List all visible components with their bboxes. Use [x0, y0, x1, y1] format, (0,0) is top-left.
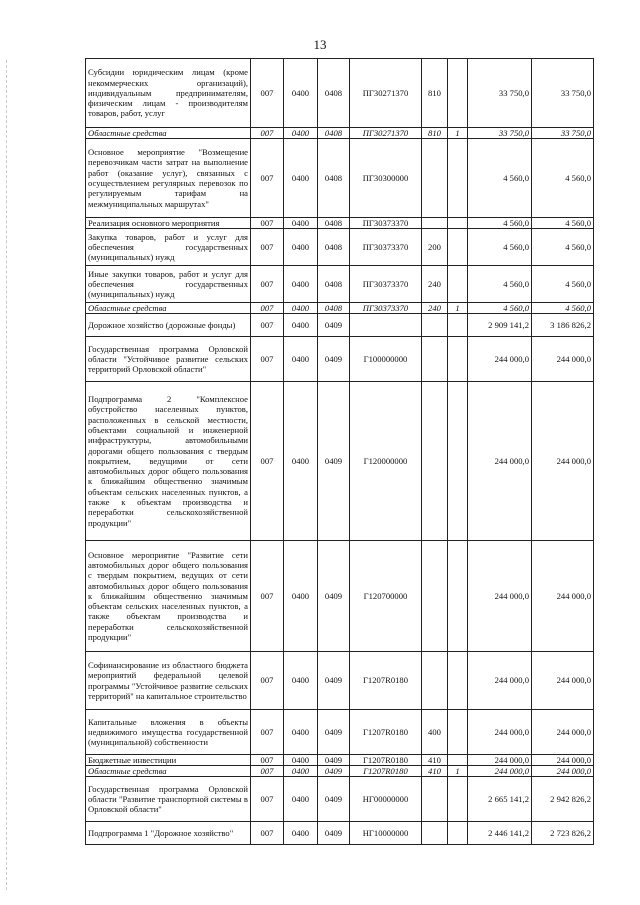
cell-target-article: Г120000000	[350, 382, 422, 541]
table-row	[86, 266, 594, 303]
cell-amount-year-2: 33 750,0	[532, 128, 594, 139]
cell-item-name: Реализация основного мероприятия	[86, 218, 251, 229]
cell-subsection-code: 0408	[318, 59, 350, 128]
cell-section-code: 0400	[284, 59, 318, 128]
cell-subsection-code: 0409	[318, 314, 350, 337]
cell-target-article: НГ00000000	[350, 777, 422, 822]
cell-amount-year-1: 2 909 141,2	[468, 314, 532, 337]
cell-funding-source	[448, 822, 468, 845]
cell-expense-type: 240	[422, 266, 448, 303]
cell-item-name: Областные средства	[86, 128, 251, 139]
cell-item-name: Бюджетные инвестиции	[86, 755, 251, 766]
table-row	[86, 755, 594, 766]
cell-amount-year-2: 4 560,0	[532, 218, 594, 229]
table-row	[86, 710, 594, 755]
cell-item-name: Государственная программа Орловской области "Развитие транспортной системы в Орловской области"	[86, 777, 251, 822]
cell-subsection-code: 0408	[318, 229, 350, 266]
cell-item-name: Софинансирование из областного бюджета мероприятий федеральной целевой программы "Устойчивое развитие сельских территорий" на капитальное строительство	[86, 652, 251, 710]
cell-funding-source	[448, 382, 468, 541]
cell-funding-source	[448, 652, 468, 710]
cell-item-name: Капитальные вложения в объекты недвижимого имущества государственной (муниципальной) собственности	[86, 710, 251, 755]
cell-section-code: 0400	[284, 229, 318, 266]
table-row	[86, 303, 594, 314]
cell-amount-year-1: 33 750,0	[468, 59, 532, 128]
cell-funding-source: 1	[448, 303, 468, 314]
cell-expense-type	[422, 314, 448, 337]
cell-amount-year-2: 2 942 826,2	[532, 777, 594, 822]
cell-subsection-code: 0409	[318, 710, 350, 755]
cell-expense-type	[422, 777, 448, 822]
cell-item-name: Областные средства	[86, 303, 251, 314]
cell-ministry-code: 007	[251, 541, 284, 652]
cell-target-article: ПГ30271370	[350, 59, 422, 128]
cell-amount-year-2: 244 000,0	[532, 382, 594, 541]
cell-item-name: Закупка товаров, работ и услуг для обеспечения государственных (муниципальных) нужд	[86, 229, 251, 266]
cell-target-article: ПГ30271370	[350, 128, 422, 139]
cell-target-article: Г120700000	[350, 541, 422, 652]
cell-section-code: 0400	[284, 777, 318, 822]
cell-target-article	[350, 314, 422, 337]
cell-section-code: 0400	[284, 652, 318, 710]
budget-table-body	[86, 59, 594, 845]
cell-amount-year-2: 4 560,0	[532, 303, 594, 314]
cell-target-article: Г1207R0180	[350, 766, 422, 777]
cell-amount-year-2: 4 560,0	[532, 266, 594, 303]
cell-item-name: Иные закупки товаров, работ и услуг для обеспечения государственных (муниципальных) нужд	[86, 266, 251, 303]
cell-funding-source: 1	[448, 766, 468, 777]
table-row	[86, 128, 594, 139]
cell-item-name: Основное мероприятие "Возмещение перевозчикам части затрат на выполнение работ (оказание услуг), связанных с осуществлением регулярных перевозок по регулируемым тарифам на межмуниципальных маршрутах"	[86, 139, 251, 218]
table-row	[86, 337, 594, 382]
cell-subsection-code: 0408	[318, 128, 350, 139]
cell-expense-type	[422, 652, 448, 710]
cell-amount-year-1: 244 000,0	[468, 337, 532, 382]
cell-amount-year-2: 244 000,0	[532, 766, 594, 777]
cell-amount-year-1: 244 000,0	[468, 755, 532, 766]
cell-subsection-code: 0408	[318, 303, 350, 314]
cell-ministry-code: 007	[251, 337, 284, 382]
cell-amount-year-2: 244 000,0	[532, 755, 594, 766]
cell-amount-year-2: 4 560,0	[532, 229, 594, 266]
cell-amount-year-1: 4 560,0	[468, 266, 532, 303]
binding-margin-line	[6, 60, 10, 890]
cell-ministry-code: 007	[251, 822, 284, 845]
cell-expense-type: 200	[422, 229, 448, 266]
cell-ministry-code: 007	[251, 128, 284, 139]
cell-ministry-code: 007	[251, 218, 284, 229]
cell-amount-year-1: 2 446 141,2	[468, 822, 532, 845]
cell-ministry-code: 007	[251, 652, 284, 710]
cell-section-code: 0400	[284, 337, 318, 382]
cell-funding-source	[448, 139, 468, 218]
cell-target-article: ПГ30373370	[350, 266, 422, 303]
cell-expense-type: 810	[422, 128, 448, 139]
table-row	[86, 218, 594, 229]
cell-funding-source	[448, 59, 468, 128]
cell-section-code: 0400	[284, 218, 318, 229]
cell-target-article: Г1207R0180	[350, 652, 422, 710]
cell-amount-year-1: 244 000,0	[468, 710, 532, 755]
cell-subsection-code: 0409	[318, 777, 350, 822]
cell-amount-year-2: 244 000,0	[532, 710, 594, 755]
cell-target-article: Г1207R0180	[350, 710, 422, 755]
cell-funding-source	[448, 755, 468, 766]
table-row	[86, 314, 594, 337]
cell-amount-year-1: 33 750,0	[468, 128, 532, 139]
cell-section-code: 0400	[284, 755, 318, 766]
cell-section-code: 0400	[284, 139, 318, 218]
cell-funding-source	[448, 337, 468, 382]
cell-ministry-code: 007	[251, 710, 284, 755]
cell-ministry-code: 007	[251, 755, 284, 766]
cell-funding-source: 1	[448, 128, 468, 139]
cell-section-code: 0400	[284, 710, 318, 755]
cell-expense-type: 410	[422, 755, 448, 766]
cell-amount-year-2: 33 750,0	[532, 59, 594, 128]
table-row	[86, 652, 594, 710]
cell-subsection-code: 0409	[318, 766, 350, 777]
cell-funding-source	[448, 218, 468, 229]
cell-target-article: НГ10000000	[350, 822, 422, 845]
cell-subsection-code: 0408	[318, 218, 350, 229]
cell-funding-source	[448, 777, 468, 822]
cell-item-name: Дорожное хозяйство (дорожные фонды)	[86, 314, 251, 337]
cell-subsection-code: 0409	[318, 382, 350, 541]
cell-section-code: 0400	[284, 128, 318, 139]
cell-expense-type: 810	[422, 59, 448, 128]
cell-funding-source	[448, 229, 468, 266]
cell-section-code: 0400	[284, 303, 318, 314]
cell-target-article: ПГ30300000	[350, 139, 422, 218]
cell-amount-year-1: 4 560,0	[468, 229, 532, 266]
cell-expense-type	[422, 382, 448, 541]
cell-amount-year-2: 244 000,0	[532, 652, 594, 710]
cell-item-name: Субсидии юридическим лицам (кроме некоммерческих организаций), индивидуальным предпринимателям, физическим лицам - производителям товаров, работ, услуг	[86, 59, 251, 128]
cell-target-article: ПГ30373370	[350, 303, 422, 314]
table-row	[86, 229, 594, 266]
cell-funding-source	[448, 314, 468, 337]
cell-expense-type	[422, 822, 448, 845]
cell-target-article: Г100000000	[350, 337, 422, 382]
cell-ministry-code: 007	[251, 303, 284, 314]
cell-section-code: 0400	[284, 314, 318, 337]
table-row	[86, 822, 594, 845]
table-row	[86, 139, 594, 218]
cell-subsection-code: 0409	[318, 755, 350, 766]
cell-ministry-code: 007	[251, 766, 284, 777]
cell-funding-source	[448, 266, 468, 303]
cell-amount-year-2: 3 186 826,2	[532, 314, 594, 337]
cell-item-name: Государственная программа Орловской области "Устойчивое развитие сельских территорий Орловской области"	[86, 337, 251, 382]
cell-section-code: 0400	[284, 266, 318, 303]
cell-ministry-code: 007	[251, 266, 284, 303]
cell-subsection-code: 0409	[318, 652, 350, 710]
cell-amount-year-1: 244 000,0	[468, 382, 532, 541]
cell-ministry-code: 007	[251, 59, 284, 128]
cell-expense-type	[422, 337, 448, 382]
cell-ministry-code: 007	[251, 777, 284, 822]
cell-amount-year-2: 244 000,0	[532, 541, 594, 652]
cell-subsection-code: 0409	[318, 337, 350, 382]
budget-table	[85, 58, 594, 845]
cell-amount-year-1: 4 560,0	[468, 303, 532, 314]
cell-expense-type: 410	[422, 766, 448, 777]
cell-expense-type	[422, 541, 448, 652]
cell-section-code: 0400	[284, 766, 318, 777]
cell-funding-source	[448, 710, 468, 755]
cell-expense-type	[422, 139, 448, 218]
table-row	[86, 777, 594, 822]
cell-item-name: Подпрограмма 2 "Комплексное обустройство населенных пунктов, расположенных в сельской местности, объектами социальной и инженерной инфраструктуры, автомобильными дорогами общего пользования с твердым покрытием, ведущими от сети автомобильных дорог общего пользования к ближайшим общественно значимым объектам сельских населенных пунктов, а также к объектам производства и переработки сельскохозяйственной продукции"	[86, 382, 251, 541]
cell-amount-year-1: 244 000,0	[468, 541, 532, 652]
cell-amount-year-1: 244 000,0	[468, 766, 532, 777]
cell-ministry-code: 007	[251, 382, 284, 541]
cell-ministry-code: 007	[251, 139, 284, 218]
cell-subsection-code: 0408	[318, 266, 350, 303]
cell-amount-year-1: 244 000,0	[468, 652, 532, 710]
cell-amount-year-2: 2 723 826,2	[532, 822, 594, 845]
page-number: 13	[313, 37, 327, 52]
cell-subsection-code: 0409	[318, 541, 350, 652]
table-row	[86, 766, 594, 777]
cell-section-code: 0400	[284, 822, 318, 845]
cell-subsection-code: 0409	[318, 822, 350, 845]
cell-amount-year-2: 244 000,0	[532, 337, 594, 382]
cell-expense-type: 240	[422, 303, 448, 314]
cell-expense-type	[422, 218, 448, 229]
cell-section-code: 0400	[284, 382, 318, 541]
cell-target-article: ПГ30373370	[350, 229, 422, 266]
cell-amount-year-2: 4 560,0	[532, 139, 594, 218]
cell-subsection-code: 0408	[318, 139, 350, 218]
cell-expense-type: 400	[422, 710, 448, 755]
cell-amount-year-1: 4 560,0	[468, 139, 532, 218]
cell-funding-source	[448, 541, 468, 652]
cell-target-article: ПГ30373370	[350, 218, 422, 229]
cell-amount-year-1: 4 560,0	[468, 218, 532, 229]
cell-item-name: Подпрограмма 1 "Дорожное хозяйство"	[86, 822, 251, 845]
table-row	[86, 541, 594, 652]
cell-item-name: Основное мероприятие "Развитие сети автомобильных дорог общего пользования с твердым покрытием, ведущих от сети автомобильных дорог общего пользования к ближайшим общественно значимым объектам сельских населенных пунктов, а также объектам производства и переработки сельскохозяйственной продукции"	[86, 541, 251, 652]
table-row	[86, 59, 594, 128]
cell-amount-year-1: 2 665 141,2	[468, 777, 532, 822]
cell-target-article: Г1207R0180	[350, 755, 422, 766]
cell-ministry-code: 007	[251, 229, 284, 266]
cell-item-name: Областные средства	[86, 766, 251, 777]
cell-section-code: 0400	[284, 541, 318, 652]
table-row	[86, 382, 594, 541]
cell-ministry-code: 007	[251, 314, 284, 337]
